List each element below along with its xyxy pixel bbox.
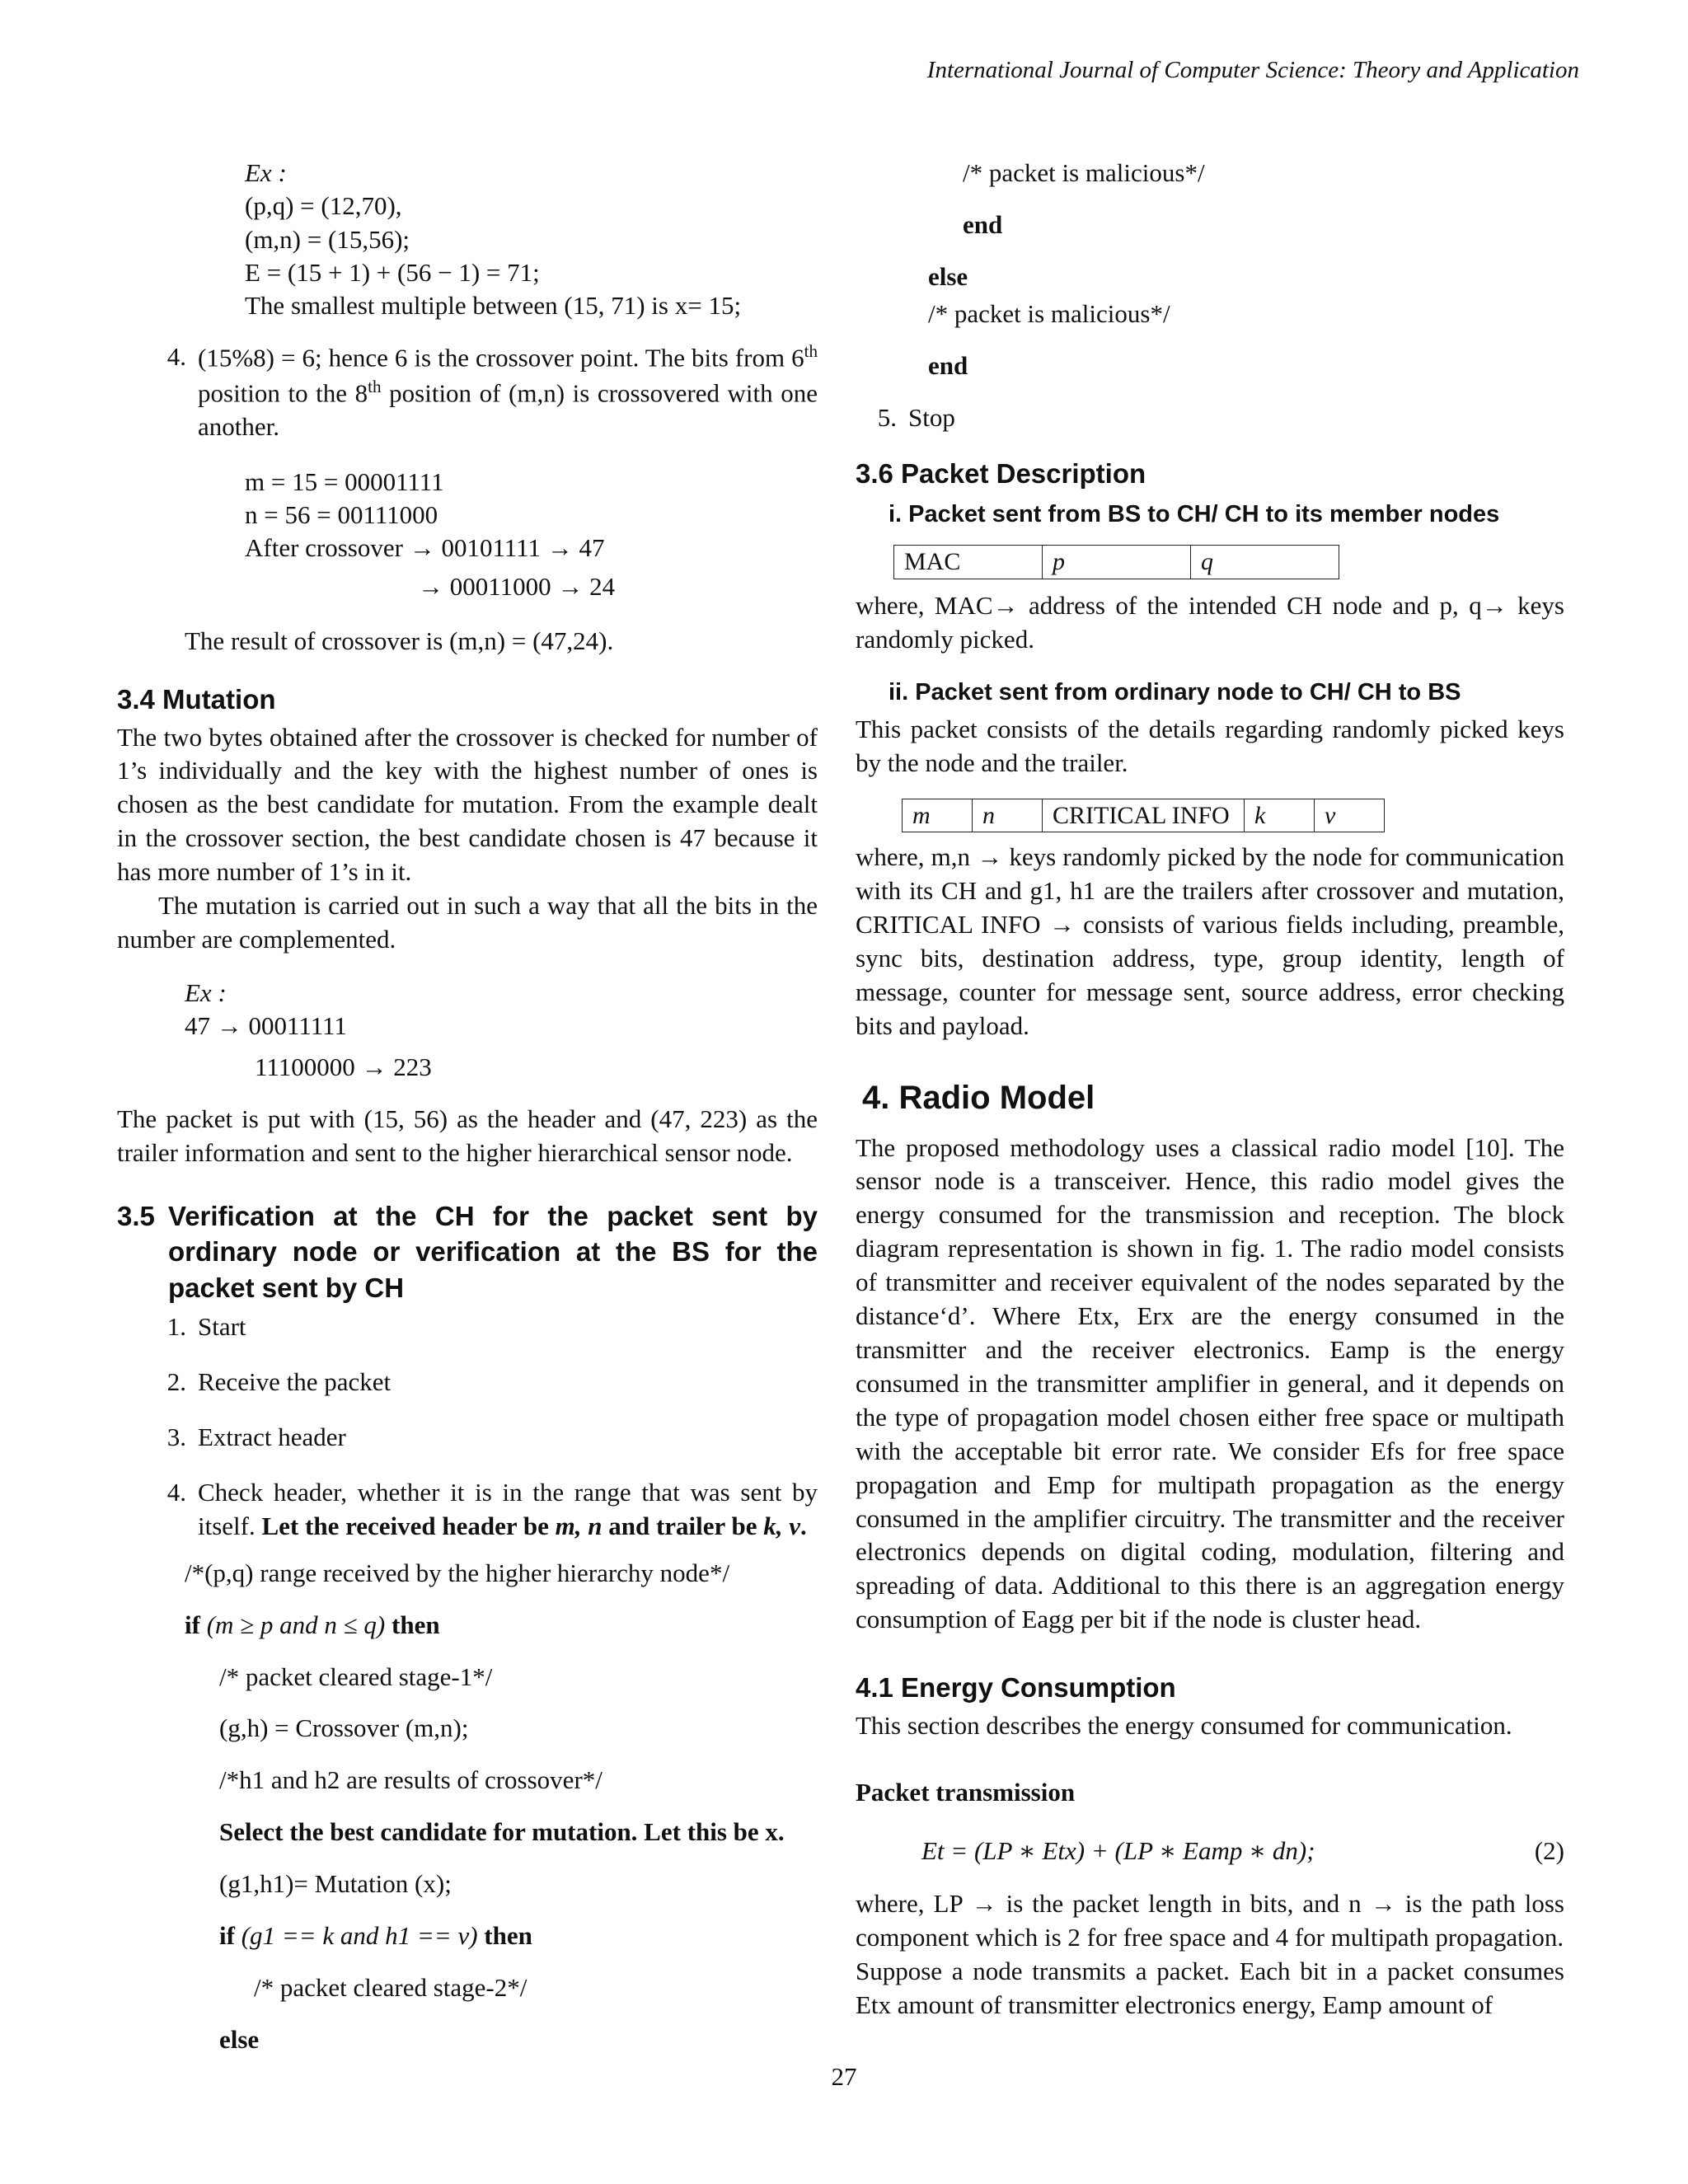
packet-field: p (1043, 546, 1191, 579)
packet-field: q (1191, 546, 1339, 579)
code-line: (g,h) = Crossover (m,n); (219, 1713, 469, 1743)
section-heading-radio: 4. Radio Model (862, 1079, 1095, 1116)
paragraph: where, m,n → keys randomly picked by the node for communication with its CH and g1, h1 are the trailers after crossover and mutation, CRITICAL INFO → consists of various fields including, preamble, sync bits, destination address, type, group identity, length of message, counter for message sent, source address, error checking bits and payload. (856, 842, 1564, 1040)
code-line: /*h1 and h2 are results of crossover*/ (219, 1765, 603, 1795)
page-number: 27 (831, 2062, 857, 2091)
example-line: After crossover → 00101111 → 47 (245, 533, 605, 563)
example-line: (p,q) = (12,70), (245, 191, 402, 221)
paragraph: The packet is put with (15, 56) as the header and (47, 223) as the trailer information and sent to the higher hierarchical sensor node. (117, 1104, 818, 1167)
crossover-example (245, 466, 818, 603)
verification-pseudocode-cont (856, 157, 1564, 383)
code-line: if (g1 == k and h1 == v) then (219, 1921, 532, 1951)
list-item: 4. Check header, whether it is in the range that was sent by itself. Let the received header be m, n and trailer be k, v. (166, 1477, 818, 1540)
paragraph: where, LP → is the packet length in bits, and n → is the path loss component which is 2 for free space and 4 for multipath propagation. (856, 1889, 1564, 1952)
example-line: E = (15 + 1) + (56 − 1) = 71; (245, 257, 540, 287)
code-line: end (963, 209, 1003, 239)
right-column (856, 157, 1564, 2022)
code-line: Select the best candidate for mutation. Let this be x. (219, 1817, 785, 1847)
section-heading-mutation: 3.4 Mutation (117, 683, 276, 715)
subheading: i. Packet sent from BS to CH/ CH to its member nodes (889, 500, 1500, 527)
journal-header: International Journal of Computer Science: Theory and Application (926, 57, 1579, 83)
code-line: else (928, 261, 968, 291)
section-heading-energy: 4.1 Energy Consumption (856, 1672, 1176, 1704)
packet-table-1 (893, 545, 1339, 579)
code-line: /* packet cleared stage-1*/ (219, 1661, 493, 1691)
packet-field: k (1245, 799, 1315, 832)
example-line: 47 → 00011111 (185, 1011, 347, 1041)
list-item: 2. Receive the packet (166, 1367, 392, 1397)
code-line: if (m ≥ p and n ≤ q) then (185, 1610, 440, 1639)
example-line: n = 56 = 00111000 (245, 500, 438, 530)
packet-field: m (903, 799, 973, 832)
section-heading-packet: 3.6 Packet Description (856, 458, 1146, 490)
paragraph: The proposed methodology uses a classical radio model [10]. The sensor node is a transceiver. Hence, this radio model gives the energy consumed for the transmission and reception. The block diagram representation is shown in fig. 1. The radio model consists of transmitter and receiver equivalent of the nodes separated by the distance‘d’. Where Etx, Erx are the energy consumed in the transmitter and the receiver electronics. Eamp is the energy consumed in the transmitter amplifier in general, and it depends on the type of propagation model chosen either free space or multipath with the acceptable bit error rate. We consider Efs for free space propagation and Emp for multipath propagation as the energy consumed in the amplifier circuitry. The transmitter and the receiver electronics depends on digital coding, modulation, filtering and spreading of data. Additional to this there is an aggregation energy consumption of Eagg per bit if the node is cluster head. (856, 1132, 1564, 1634)
equation: Et = (LP ∗ Etx) + (LP ∗ Eamp ∗ dn); (921, 1835, 1315, 1865)
example-label: Ex : (185, 977, 227, 1007)
mutation-example (185, 977, 818, 1085)
code-line: /*(p,q) range received by the higher hierarchy node*/ (185, 1558, 730, 1587)
code-line: /* packet is malicious*/ (963, 158, 1205, 187)
equation-2 (856, 1835, 1564, 1868)
list-item: 5. Stop (877, 402, 955, 432)
paragraph: where, MAC→ address of the intended CH node and p, q→ keys randomly picked. (856, 590, 1564, 654)
example-line: (m,n) = (15,56); (245, 224, 410, 254)
packet-table-2 (902, 799, 1385, 833)
section-heading-verification: 3.5 Verification at the CH for the packet sent by ordinary node or verification at the BS for the packet sent by CH (117, 1200, 818, 1303)
example-keys (245, 157, 818, 322)
verification-steps (117, 1310, 818, 1544)
example-label: Ex : (245, 158, 287, 187)
packet-field: n (973, 799, 1043, 832)
code-line: end (928, 350, 968, 380)
code-line: /* packet cleared stage-2*/ (254, 1972, 528, 2002)
paragraph: The mutation is carried out in such a way that all the bits in the number are complemented. (117, 891, 818, 954)
paragraph: This packet consists of the details regarding randomly picked keys by the node and the trailer. (856, 714, 1564, 777)
packet-field: MAC (894, 546, 1043, 579)
crossover-result: The result of crossover is (m,n) = (47,24). (185, 626, 614, 656)
list-body: (15%8) = 6; hence 6 is the crossover point. The bits from 6th position to the 8th position of (m,n) is crossovered with one another. (198, 341, 818, 441)
subheading: Packet transmission (856, 1777, 1076, 1807)
code-line: (g1,h1)= Mutation (x); (219, 1869, 452, 1899)
paragraph: Suppose a node transmits a packet. Each bit in a packet consumes Etx amount of transmitter electronics energy, Eamp amount of (856, 1957, 1564, 2020)
verification-pseudocode (117, 1557, 818, 2057)
code-line: /* packet is malicious*/ (928, 298, 1170, 328)
left-column (117, 157, 818, 2075)
paragraph: This section describes the energy consumed for communication. (856, 1710, 1512, 1740)
example-line: The smallest multiple between (15, 71) is x= 15; (245, 291, 742, 321)
example-line: 11100000 → 223 (255, 1052, 432, 1082)
list-number: 4. (166, 342, 186, 372)
code-line: else (219, 2024, 260, 2054)
list-item: 1. Start (166, 1312, 246, 1342)
list-item (117, 340, 818, 443)
subheading: ii. Packet sent from ordinary node to CH/ CH to BS (889, 678, 1461, 705)
example-line: m = 15 = 00001111 (245, 466, 444, 496)
packet-field: CRITICAL INFO (1043, 799, 1245, 832)
packet-field: v (1315, 799, 1385, 832)
equation-number: (2) (1534, 1835, 1564, 1865)
example-line: → 00011000 → 24 (418, 571, 616, 601)
paragraph: The two bytes obtained after the crossover is checked for number of 1’s individually and the key with the highest number of ones is chosen as the best candidate for mutation. From the example dealt in the crossover section, the best candidate chosen is 47 because it has more number of 1’s in it. (117, 722, 818, 887)
list-item: 3. Extract header (166, 1422, 346, 1451)
